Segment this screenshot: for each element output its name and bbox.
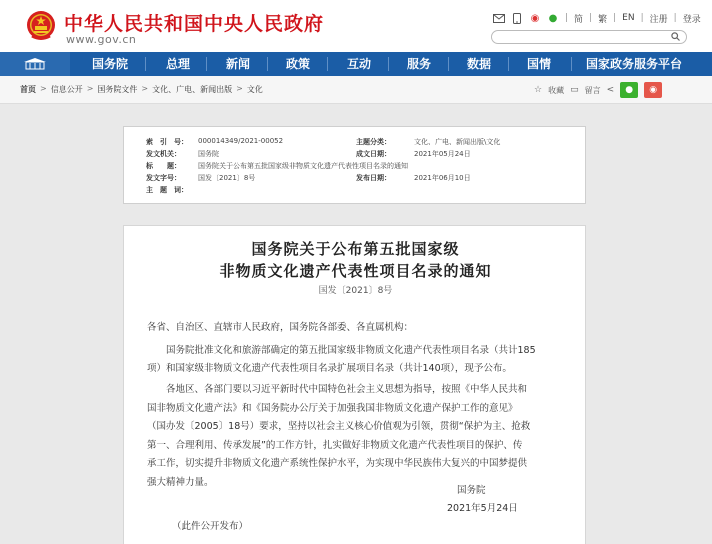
salutation: 各省、自治区、直辖市人民政府，国务院各部委、各直属机构： <box>147 322 414 333</box>
written-date-value: 2021年05月24日 <box>414 150 471 158</box>
nav-item-news[interactable]: 新闻 <box>226 57 251 71</box>
signature: 国务院 <box>457 485 486 496</box>
publish-date-label: 发布日期： <box>356 174 391 182</box>
print-icon[interactable]: ▭ <box>570 85 579 95</box>
document-title-line2: 非物质文化遗产代表性项目名录的通知 <box>219 262 492 280</box>
index-value: 000014349/2021-00052 <box>198 137 284 145</box>
site-header <box>0 0 712 52</box>
title-value: 国务院关于公布第五批国家级非物质文化遗产代表性项目名录的通知 <box>198 162 408 170</box>
written-date-label: 成文日期： <box>356 150 391 158</box>
document-number: 国发〔2021〕8号 <box>318 286 393 296</box>
english-link[interactable]: EN <box>622 13 635 23</box>
search-icon[interactable] <box>671 32 680 44</box>
breadcrumb-bar <box>0 76 712 104</box>
breadcrumb-culture-media[interactable]: 文化、广电、新闻出版 <box>152 85 233 94</box>
subject-words-label: 主 题 词： <box>146 186 188 194</box>
print-link[interactable]: 留言 <box>584 85 601 95</box>
paragraph-2-line-5: 承工作，切实提升非物质文化遗产系统性保护水平，为实现中华民族伟大复兴的中国梦提供 <box>147 458 528 469</box>
nav-item-policy[interactable]: 政策 <box>286 57 311 71</box>
paragraph-2-line-1: 各地区、各部门要以习近平新时代中国特色社会主义思想为指导，按照《中华人民共和 <box>166 384 528 395</box>
paragraph-2-line-2: 国非物质文化遗产法》和《国务院办公厅关于加强我国非物质文化遗产保护工作的意见》 <box>147 403 518 414</box>
document-title-line1: 国务院关于公布第五批国家级 <box>251 240 460 258</box>
breadcrumb-culture[interactable]: 文化 <box>246 85 263 94</box>
doc-number-label: 发文字号： <box>146 174 181 182</box>
favorite-link[interactable]: 收藏 <box>548 85 565 95</box>
paragraph-2-line-3: （国办发〔2005〕18号）要求，坚持以社会主义核心价值观为引领，贯彻“保护为主、抢救 <box>147 421 531 432</box>
register-link[interactable]: 注册 <box>649 14 668 25</box>
login-link[interactable]: 登录 <box>682 14 701 25</box>
category-value: 文化、广电、新闻出版\文化 <box>414 138 501 146</box>
index-label: 索 引 号： <box>146 138 188 146</box>
issuer-label: 发文机关： <box>146 150 181 158</box>
paragraph-2-line-6: 强大精神力量。 <box>147 477 214 488</box>
national-emblem-icon[interactable] <box>26 10 56 42</box>
breadcrumb-info-disclosure[interactable]: 信息公开 <box>50 85 83 94</box>
category-label: 主题分类： <box>356 138 391 146</box>
publish-date-value: 2021年06月10日 <box>414 174 471 182</box>
top-links: ◉ ● | 简 | 繁 | EN | 注册 | 登录 <box>493 11 701 25</box>
document-metadata <box>123 126 586 204</box>
nav-item-national-conditions[interactable]: 国情 <box>527 57 552 71</box>
nav-home[interactable] <box>0 52 70 76</box>
doc-number-value: 国发〔2021〕8号 <box>198 174 256 182</box>
public-release-note: （此件公开发布） <box>172 521 249 532</box>
nav-item-service[interactable]: 服务 <box>407 57 432 71</box>
issuer-value: 国务院 <box>198 150 219 158</box>
breadcrumb: 首页 > 信息公开 > 国务院文件 > 文化、广电、新闻出版 > 文化 <box>20 84 263 94</box>
wechat-icon[interactable]: ● <box>548 12 558 24</box>
nav-item-service-platform[interactable]: 国家政务服务平台 <box>586 57 683 71</box>
nav-item-interaction[interactable]: 互动 <box>347 57 372 71</box>
document-body <box>123 225 586 544</box>
mobile-icon[interactable] <box>511 13 523 24</box>
signature-date: 2021年5月24日 <box>447 503 518 514</box>
nav-item-data[interactable]: 数据 <box>467 57 492 71</box>
mail-icon[interactable] <box>493 13 505 24</box>
home-icon <box>24 58 46 70</box>
weibo-icon[interactable]: ◉ <box>530 12 540 24</box>
weibo-share-icon[interactable]: ◉ <box>644 82 662 98</box>
main-nav <box>0 52 712 76</box>
site-url: www.gov.cn <box>66 33 137 46</box>
breadcrumb-home[interactable]: 首页 <box>20 85 36 94</box>
search-input[interactable] <box>491 30 687 44</box>
site-title[interactable]: 中华人民共和国中央人民政府 <box>64 13 325 35</box>
paragraph-1-line-2: 项）和国家级非物质文化遗产代表性项目名录扩展项目名录（共计140项），现予公布。 <box>147 363 512 374</box>
star-icon[interactable]: ☆ <box>534 85 543 95</box>
simplified-link[interactable]: 简 <box>574 14 584 25</box>
nav-item-premier[interactable]: 总理 <box>166 57 191 71</box>
breadcrumb-state-council-docs[interactable]: 国务院文件 <box>97 85 138 94</box>
traditional-link[interactable]: 繁 <box>598 14 608 25</box>
page-tools <box>534 82 662 98</box>
share-icon[interactable]: < <box>606 85 615 95</box>
wechat-share-icon[interactable]: ● <box>620 82 638 98</box>
nav-item-state-council[interactable]: 国务院 <box>92 57 129 71</box>
paragraph-1-line-1: 国务院批准文化和旅游部确定的第五批国家级非物质文化遗产代表性项目名录（共计185 <box>166 345 536 356</box>
paragraph-2-line-4: 第一、合理利用、传承发展”的工作方针，扎实做好非物质文化遗产代表性项目的保护、传 <box>147 440 523 451</box>
title-label: 标 题： <box>146 162 181 170</box>
